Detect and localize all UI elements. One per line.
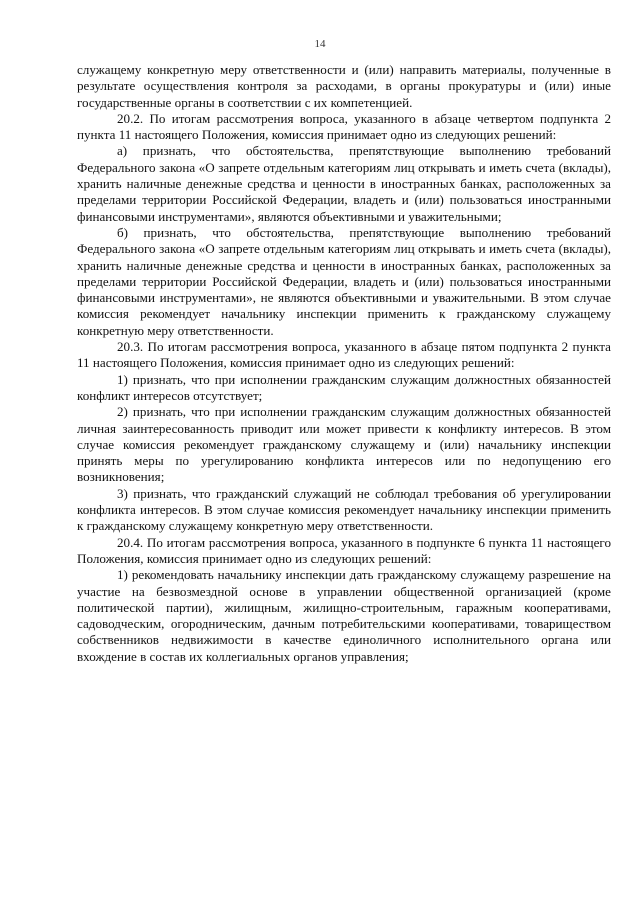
paragraph: 2) признать, что при исполнении гражданским служащим должностных обязанностей личная заинтересованность приводит или может привести к конфликту интересов. В этом случае комиссия рекомендует гражданскому служащему и (или) начальнику инспекции принять меры по урегулированию конфликта интересов или по недопущению его возникновения;: [77, 404, 611, 485]
paragraph: 1) признать, что при исполнении гражданским служащим должностных обязанностей конфликт интересов отсутствует;: [77, 371, 611, 403]
paragraph: 20.2. По итогам рассмотрения вопроса, указанного в абзаце четвертом подпункта 2 пункта 11 настоящего Положения, комиссия принимает одно из следующих решений:: [77, 110, 611, 143]
document-body: [77, 62, 611, 665]
paragraph: 1) рекомендовать начальнику инспекции дать гражданскому служащему разрешение на участие на безвозмездной основе в управлении общественной организацией (кроме политической партии), жилищным, жилищно-строительным, гаражным кооперативами, садоводческим, огородническим, дачным потребительскими кооперативами, товариществом собственников недвижимости в качестве единоличного исполнительного органа или вхождение в состав их коллегиальных органов управления;: [77, 567, 611, 664]
paragraph: служащему конкретную меру ответственности и (или) направить материалы, полученные в результате осуществления контроля за расходами, в органы прокуратуры и (или) иные государственные органы в соответствии с их компетенцией.: [77, 62, 611, 110]
paragraph: 3) признать, что гражданский служащий не соблюдал требования об урегулировании конфликта интересов. В этом случае комиссия рекомендует начальнику инспекции применить к гражданскому служащему конкретную меру ответственности.: [77, 485, 611, 534]
paragraph: 20.3. По итогам рассмотрения вопроса, указанного в абзаце пятом подпункта 2 пункта 11 настоящего Положения, комиссия принимает одно из следующих решений:: [77, 339, 611, 371]
paragraph: а) признать, что обстоятельства, препятствующие выполнению требований Федерального закона «О запрете отдельным категориям лиц открывать и иметь счета (вклады), хранить наличные денежные средства и ценности в иностранных банках, расположенных за пределами территории Российской Федерации, владеть и (или) пользоваться иностранными финансовыми инструментами», являются объективными и уважительными;: [77, 143, 611, 224]
paragraph: 20.4. По итогам рассмотрения вопроса, указанного в подпункте 6 пункта 11 настоящего Положения, комиссия принимает одно из следующих решений:: [77, 534, 611, 566]
page-number: 14: [314, 38, 326, 50]
paragraph: б) признать, что обстоятельства, препятствующие выполнению требований Федерального закона «О запрете отдельным категориям лиц открывать и иметь счета (вклады), хранить наличные денежные средства и ценности в иностранных банках, расположенных за пределами территории Российской Федерации, владеть и (или) пользоваться иностранными финансовыми инструментами», не являются объективными и уважительными. В этом случае комиссия рекомендует начальнику инспекции применить к гражданскому служащему конкретную меру ответственности.: [77, 224, 611, 338]
